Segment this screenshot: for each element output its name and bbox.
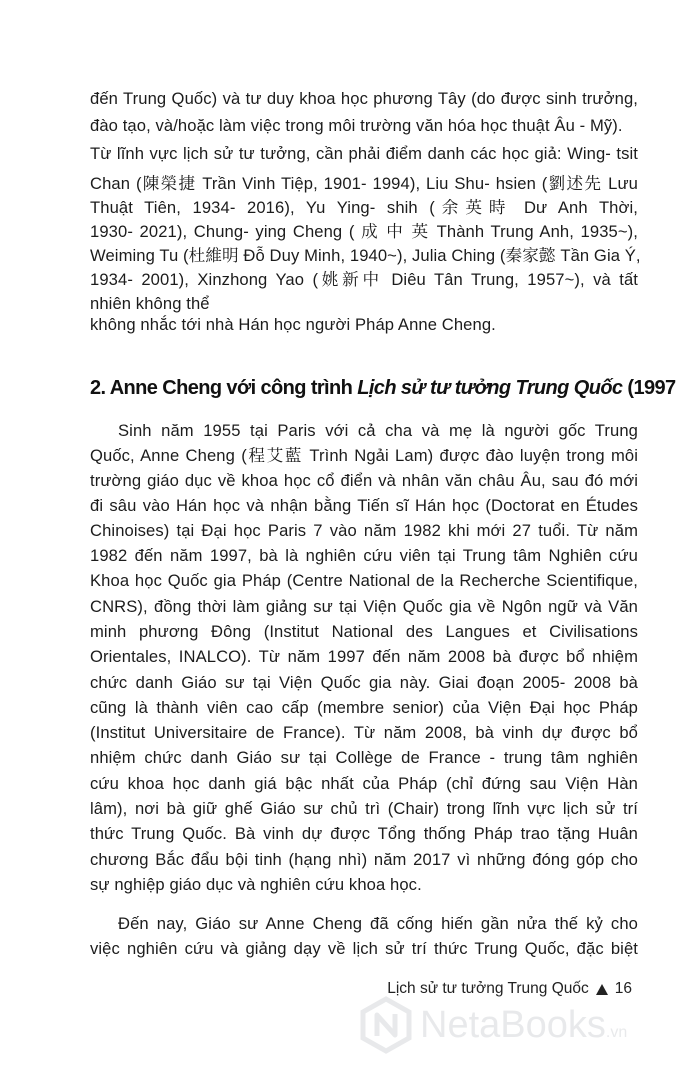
paragraph-line: Đến nay, Giáo sư Anne Cheng đã cống hiến gần nửa thế kỷ cho — [118, 914, 638, 933]
paragraph-line: chương Bắc đẩu bội tinh (hạng nhì) năm 2017 vì những đóng góp cho — [90, 850, 638, 869]
paragraph-line: 1934- 2001), Xinzhong Yao (姚新中 Diêu Tân Trung, 1957~), và tất — [90, 270, 638, 289]
paragraph-line: lâm), nơi bà giữ ghế Giáo sư chủ trì (Chair) trong lĩnh vực lịch sử trí — [90, 799, 638, 818]
section-title-italic: Lịch sử tư tưởng Trung Quốc — [357, 377, 623, 399]
paragraph-line: (Institut Universitaire de France). Từ năm 2008, bà vinh dự được bổ — [90, 723, 638, 742]
paragraph-line: Chinoises) tại Đại học Paris 7 vào năm 1982 khi mới 27 tuổi. Từ năm — [90, 521, 638, 540]
paragraph-line: nhiệm chức danh Giáo sư tại Collège de France - trung tâm nghiên — [90, 748, 638, 767]
triangle-up-icon — [596, 984, 608, 995]
section-title-prefix: Anne Cheng với công trình — [105, 377, 358, 399]
paragraph-line: Orientales, INALCO). Từ năm 1997 đến năm 2008 bà được bổ nhiệm — [90, 647, 638, 666]
paragraph-line: 1982 đến năm 1997, bà là nghiên cứu viên tại Trung tâm Nghiên cứu — [90, 546, 638, 565]
watermark — [360, 995, 690, 1055]
section-title-suffix: (1997 — [622, 377, 676, 399]
paragraph-line: minh phương Đông (Institut National des Langues et Civilisations — [90, 622, 638, 641]
paragraph-line: sự nghiệp giáo dục và nghiên cứu khoa học. — [90, 875, 422, 894]
page-number: 16 — [614, 980, 632, 997]
footer-book-title: Lịch sử tư tưởng Trung Quốc — [387, 980, 589, 997]
paragraph-line: CNRS), đồng thời làm giảng sư tại Viện Quốc gia về Ngôn ngữ và Văn — [90, 597, 638, 616]
hexagon-n-logo-icon — [360, 997, 412, 1053]
paragraph-line: Chan (陳榮捷 Trần Vinh Tiệp, 1901- 1994), Liu Shu- hsien (劉述先 Lưu — [90, 174, 638, 193]
paragraph-line: Sinh năm 1955 tại Paris với cả cha và mẹ là người gốc Trung — [118, 421, 638, 440]
paragraph-line: Weiming Tu (杜維明 Đỗ Duy Minh, 1940~), Julia Ching (秦家懿 Tần Gia Ý, — [90, 246, 641, 265]
paragraph-line: Khoa học Quốc gia Pháp (Centre National de la Recherche Scientifique, — [90, 571, 638, 590]
paragraph-line: nhiên không thể — [90, 294, 210, 313]
section-number: 2. — [90, 377, 106, 399]
paragraph-line: Thuật Tiên, 1934- 2016), Yu Ying- shih (余英時 Dư Anh Thời, — [90, 198, 638, 217]
paragraph-line: Quốc, Anne Cheng (程艾藍 Trình Ngải Lam) được đào luyện trong môi — [90, 446, 638, 465]
section-heading — [90, 375, 676, 401]
paragraph-line: đào tạo, và/hoặc làm việc trong môi trường văn hóa học thuật Âu - Mỹ). — [90, 116, 623, 135]
paragraph-line: Từ lĩnh vực lịch sử tư tưởng, cần phải điểm danh các học giả: Wing- tsit — [90, 144, 638, 163]
paragraph-line: trường giáo dục về khoa học cổ điển và nhân văn châu Âu, sau đó mới — [90, 471, 638, 490]
paragraph-line: cứu khoa học danh giá bậc nhất của Pháp (chỉ đứng sau Viện Hàn — [90, 774, 638, 793]
paragraph-line: đi sâu vào Hán học và nhận bằng Tiến sĩ Hán học (Doctorat en Études — [90, 496, 638, 515]
paragraph-line: chức danh Giáo sư tại Viện Quốc gia này. Giai đoạn 2005- 2008 bà — [90, 673, 638, 692]
paragraph-line: 1930- 2021), Chung- ying Cheng ( 成 中 英 Thành Trung Anh, 1935~), — [90, 222, 638, 241]
paragraph-line: thức Trung Quốc. Bà vinh dự được Tổng thống Pháp trao tặng Huân — [90, 824, 638, 843]
paragraph-line: việc nghiên cứu và giảng dạy về lịch sử trí thức Trung Quốc, đặc biệt — [90, 939, 638, 958]
paragraph-line: không nhắc tới nhà Hán học người Pháp Anne Cheng. — [90, 315, 496, 334]
watermark-brand: NetaBooks.vn — [420, 1003, 628, 1046]
paragraph-line: đến Trung Quốc) và tư duy khoa học phương Tây (do được sinh trưởng, — [90, 89, 638, 108]
paragraph-line: cũng là thành viên cao cấp (membre senior) của Viện Đại học Pháp — [90, 698, 638, 717]
